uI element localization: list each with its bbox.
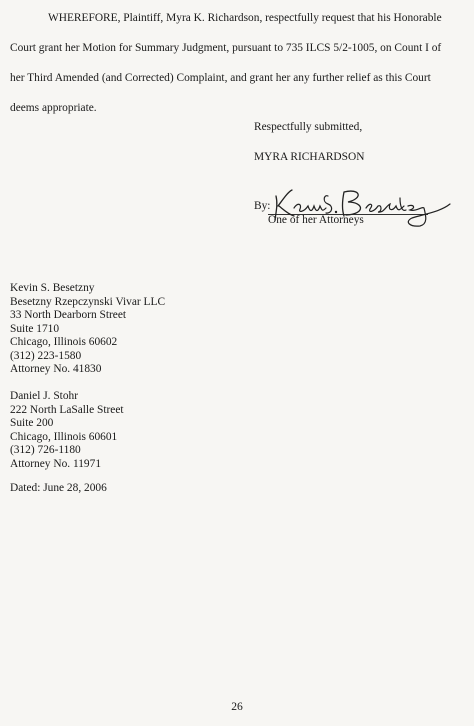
address-line: 33 North Dearborn Street: [10, 309, 127, 321]
address-line: 222 North LaSalle Street: [10, 403, 124, 416]
attorney-address-block: [10, 390, 124, 471]
address-line: Suite 1710: [10, 322, 60, 335]
address-line: Daniel J. Stohr: [10, 390, 79, 402]
date-line: Dated: June 28, 2006: [10, 482, 107, 494]
paragraph-line: deems appropriate.: [10, 102, 97, 114]
address-line: Chicago, Illinois 60601: [10, 430, 118, 443]
signer-role: One of her Attorneys: [268, 214, 364, 226]
paragraph-line: Court grant her Motion for Summary Judgment, pursuant to 735 ILCS 5/2-1005, on Count I of: [10, 42, 442, 54]
by-label: By:: [254, 200, 271, 212]
address-line: (312) 726-1180: [10, 444, 81, 456]
address-line: Suite 200: [10, 417, 54, 429]
paragraph-line: her Third Amended (and Corrected) Complaint, and grant her any further relief as this Court: [10, 72, 431, 84]
address-line: (312) 223-1580: [10, 349, 82, 362]
party-name: MYRA RICHARDSON: [254, 151, 365, 163]
address-line: Besetzny Rzepczynski Vivar LLC: [10, 295, 166, 308]
closing-text: Respectfully submitted,: [254, 121, 363, 133]
paragraph-line: WHEREFORE, Plaintiff, Myra K. Richardson, respectfully request that his Honorable: [48, 12, 442, 24]
address-line: Attorney No. 41830: [10, 363, 102, 375]
wherefore-paragraph: [10, 9, 464, 129]
page-number: 26: [231, 700, 243, 713]
address-line: Kevin S. Besetzny: [10, 282, 95, 294]
address-line: Attorney No. 11971: [10, 457, 102, 470]
address-line: Chicago, Illinois 60602: [10, 336, 118, 348]
attorney-address-block: [10, 282, 165, 377]
